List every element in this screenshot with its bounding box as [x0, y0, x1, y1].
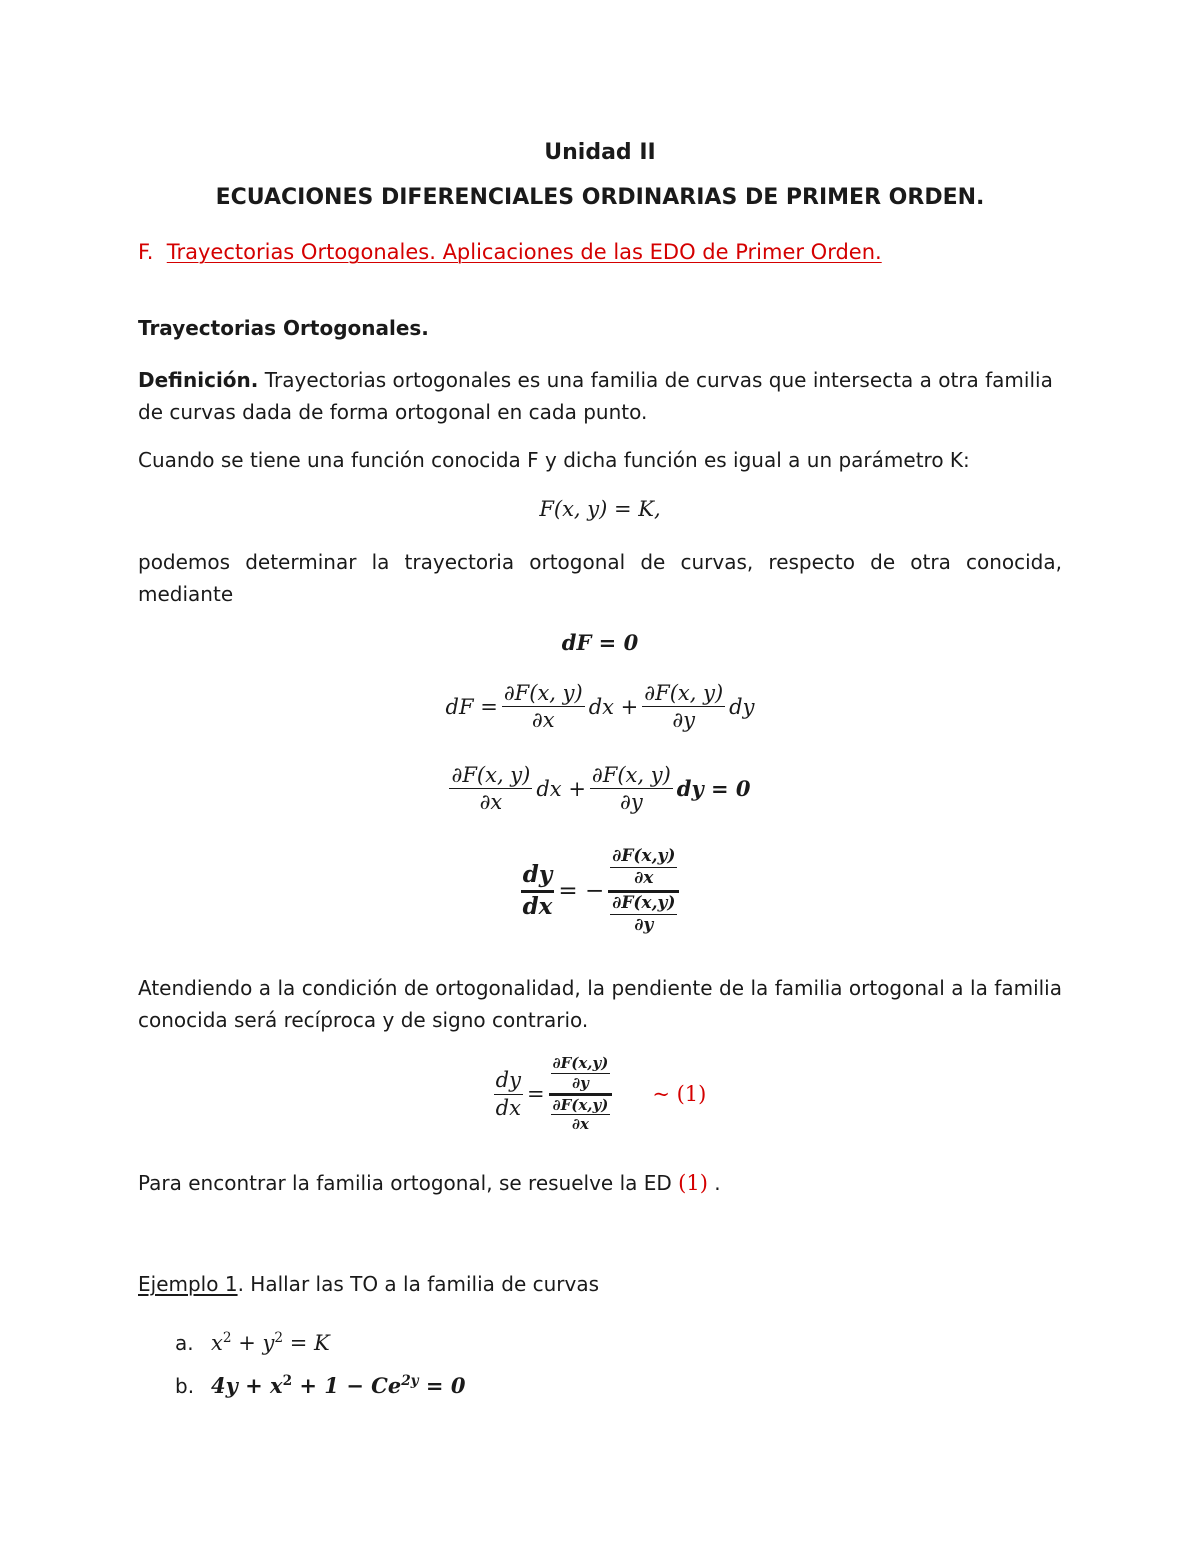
- equation-total-differential: dF = $\frac{\partial F(x, y)}{\partial x}$ dx + $\frac{\partial F(x, y)}{\partial y}$ dy: [445, 681, 755, 733]
- definition-text: Trayectorias ortogonales es una familia de curvas que intersecta a otra familia de curvas dada de forma ortogonal en cada punto.: [138, 368, 1053, 424]
- fraction-dFdy: $\frac{\partial F(x, y)}{\partial y}$: [644, 681, 724, 733]
- equation-ref-1: (1): [678, 1171, 708, 1195]
- function-paragraph: Cuando se tiene una función conocida F y dicha función es igual a un parámetro K:: [138, 448, 970, 472]
- example-item-a: a. $x^2 + y^2 = K$: [175, 1330, 330, 1355]
- orthogonality-paragraph: Atendiendo a la condición de ortogonalidad, la pendiente de la familia ortogonal a la familia conocida será recíproca y de signo contrario.: [138, 976, 1062, 1032]
- chapter-title: ECUACIONES DIFERENCIALES ORDINARIAS DE PRIMER ORDEN.: [215, 185, 985, 210]
- fraction-dFdx: $\frac{\partial F(x, y)}{\partial x}$: [503, 681, 583, 733]
- section-letter: F.: [138, 240, 154, 264]
- section-title-link: Trayectorias Ortogonales. Aplicaciones de las EDO de Primer Orden.: [166, 240, 882, 264]
- unit-title: Unidad II: [544, 140, 656, 165]
- section-heading: [138, 240, 882, 264]
- example-item-b: b. $4y + x^2 + 1 - Ce^{2y} = 0$: [175, 1373, 466, 1398]
- equation-dF-zero: dF = 0: [561, 630, 639, 655]
- definition-paragraph: [138, 364, 1062, 428]
- equation-label-1: ~ (1): [652, 1082, 707, 1106]
- equation-orthogonal-slope: $\frac{dy}{dx}$ = $\frac{\frac{\partial F(x,y)}{\partial y}}{\frac{\partial F(x,y)}{\partial x}}$ ~ (1): [495, 1054, 707, 1134]
- fraction-dydx-2: $\frac{dy}{dx}$: [495, 1068, 521, 1120]
- equation-slope: $\frac{dy}{dx}$ = − $\frac{\frac{\partial F(x,y)}{\partial x}}{\frac{\partial F(x,y)}{\partial y}}$: [0, 846, 1200, 936]
- definition-label: Definición.: [138, 368, 259, 392]
- solve-paragraph: Para encontrar la familia ortogonal, se resuelve la ED (1) .: [138, 1171, 721, 1195]
- compound-fraction-reciprocal: $\frac{\frac{\partial F(x,y)}{\partial y}}{\frac{\partial F(x,y)}{\partial x}}$: [549, 1054, 613, 1134]
- determine-paragraph: podemos determinar la trayectoria ortogonal de curvas, respecto de otra conocida, mediante: [138, 550, 1062, 606]
- compound-fraction-slope: $\frac{\frac{\partial F(x,y)}{\partial x}}{\frac{\partial F(x,y)}{\partial y}}$: [608, 846, 679, 936]
- fraction-dFdx-2: $\frac{\partial F(x, y)}{\partial x}$: [451, 763, 531, 815]
- example-1-label: Ejemplo 1: [138, 1272, 238, 1296]
- equation-differential-zero: $\frac{\partial F(x, y)}{\partial x}$ dx + $\frac{\partial F(x, y)}{\partial y}$ dy = 0: [451, 763, 751, 815]
- equation-F-equals-K: F(x, y) = K,: [539, 497, 661, 521]
- example-1-statement: Ejemplo 1. Hallar las TO a la familia de curvas: [138, 1272, 600, 1296]
- subheading: Trayectorias Ortogonales.: [138, 316, 429, 340]
- fraction-dFdy-2: $\frac{\partial F(x, y)}{\partial y}$: [591, 763, 671, 815]
- fraction-dydx: $\frac{dy}{dx}$: [522, 860, 553, 920]
